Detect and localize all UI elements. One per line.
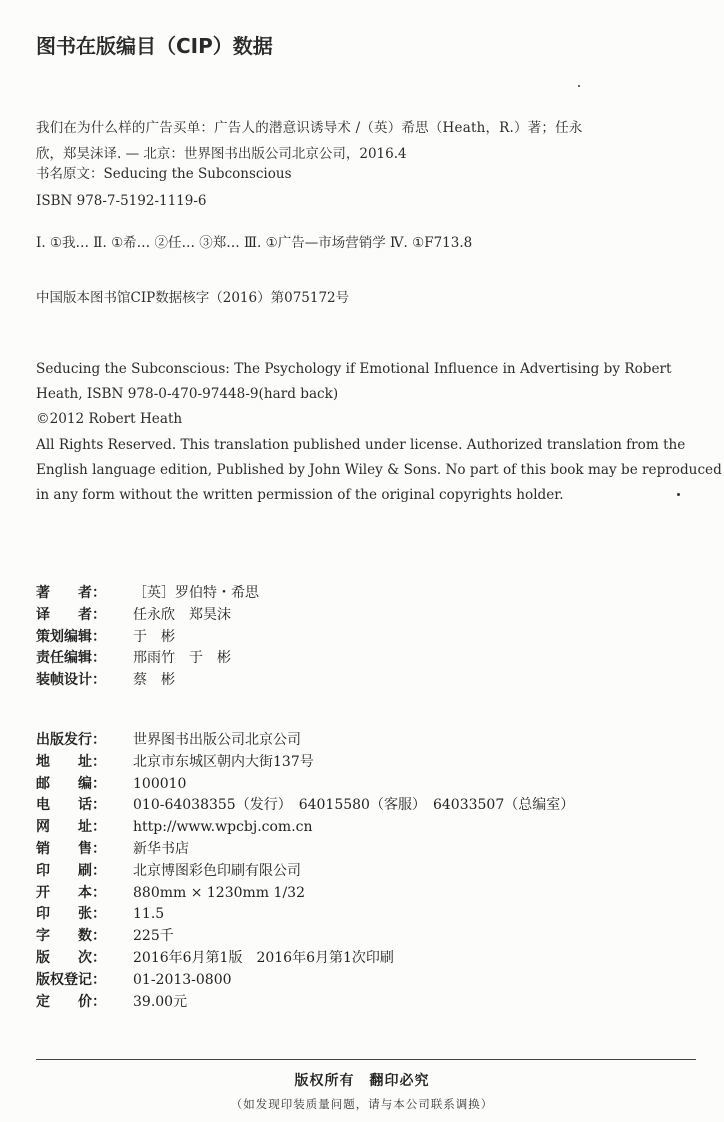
pub-row (36, 948, 574, 970)
pub-row (36, 904, 574, 926)
pub-label: 出版发行： (36, 732, 106, 748)
pub-label: 印 刷： (36, 862, 106, 879)
pub-label: 网 址： (36, 819, 106, 836)
pub-label: 版 次： (36, 949, 106, 966)
cip-publisher-line: 欣，郑昊沫译. — 北京：世界图书出版公司北京公司，2016.4 (36, 146, 407, 162)
pub-label: 字 数： (36, 928, 106, 945)
pub-value: 北京博图彩色印刷有限公司 (133, 862, 301, 879)
pub-value: 010-64038355（发行） 64015580（客服） 64033507（总编室） (133, 797, 575, 814)
pub-row (36, 774, 574, 796)
swap-notice: （如发现印装质量问题，请与本公司联系调换） (230, 1097, 494, 1111)
publication-block (36, 730, 574, 1013)
credit-value: 邢雨竹 于 彬 (133, 650, 231, 667)
credits-block (36, 583, 259, 692)
pub-row (36, 926, 574, 948)
pub-value: 39.00元 (133, 993, 188, 1010)
speck-mark (677, 493, 680, 496)
english-notice-line-5: English language edition, Published by John Wiley & Sons. No part of this book may be reproduced (36, 462, 722, 478)
credit-label: 译 者： (36, 606, 106, 623)
credit-label: 策划编辑： (36, 628, 106, 645)
credit-label: 责任编辑： (36, 650, 106, 667)
pub-label: 邮 编： (36, 775, 106, 792)
pub-label: 电 话： (36, 797, 106, 814)
credit-label: 著 者： (36, 585, 106, 601)
credit-value: 任永欣 郑昊沫 (133, 606, 231, 623)
pub-row (36, 883, 574, 905)
divider (36, 1059, 696, 1060)
pub-value: 100010 (133, 775, 187, 792)
pub-label: 定 价： (36, 993, 106, 1010)
credit-row (36, 670, 259, 692)
pub-value: http://www.wpcbj.com.cn (133, 819, 313, 836)
credit-row (36, 627, 259, 649)
rights-reserved: 版权所有 翻印必究 (294, 1073, 430, 1089)
classification: Ⅰ. ①我… Ⅱ. ①希… ②任… ③郑… Ⅲ. ①广告—市场营销学 Ⅳ. ①F713.8 (36, 235, 473, 251)
pub-value: 新华书店 (133, 840, 189, 857)
pub-row (36, 817, 574, 839)
pub-label: 印 张： (36, 906, 106, 923)
english-notice-line-6: in any form without the written permission of the original copyrights holder. (36, 487, 564, 503)
credit-value: 于 彬 (133, 628, 175, 645)
pub-row (36, 839, 574, 861)
english-notice-line-2: Heath, ISBN 978-0-470-97448-9(hard back) (36, 386, 339, 402)
nlc-number: 中国版本图书馆CIP数据核字（2016）第075172号 (36, 290, 350, 306)
pub-row (36, 730, 574, 752)
english-notice-line-4: All Rights Reserved. This translation published under license. Authorized translation from the (36, 437, 686, 453)
speck-mark (578, 85, 580, 87)
pub-value: 11.5 (133, 906, 165, 923)
cip-title-line: 我们在为什么样的广告买单：广告人的潜意识诱导术 /（英）希思（Heath，R.）著；任永 (36, 120, 583, 136)
pub-row (36, 752, 574, 774)
pub-value: 2016年6月第1版 2016年6月第1次印刷 (133, 949, 394, 966)
pub-row (36, 861, 574, 883)
pub-value: 世界图书出版公司北京公司 (133, 732, 301, 748)
pub-value: 01-2013-0800 (133, 971, 232, 988)
credit-row (36, 648, 259, 670)
english-notice-line-1: Seducing the Subconscious: The Psychology if Emotional Influence in Advertising by Robert (36, 361, 672, 377)
english-copyright: ©2012 Robert Heath (36, 411, 183, 427)
pub-row (36, 970, 574, 992)
pub-label: 销 售： (36, 840, 106, 857)
pub-label: 版权登记： (36, 971, 106, 988)
credit-value: ［英］罗伯特・希思 (133, 585, 259, 601)
pub-row (36, 795, 574, 817)
pub-value: 225千 (133, 928, 174, 945)
pub-value: 880mm × 1230mm 1/32 (133, 884, 305, 901)
credit-value: 蔡 彬 (133, 672, 175, 689)
pub-value: 北京市东城区朝内大街137号 (133, 753, 314, 770)
page-title: 图书在版编目（CIP）数据 (36, 34, 273, 58)
cip-original-title: 书名原文：Seducing the Subconscious (36, 166, 292, 182)
pub-label: 开 本： (36, 884, 106, 901)
pub-label: 地 址： (36, 753, 106, 770)
cip-isbn: ISBN 978-7-5192-1119-6 (36, 193, 207, 209)
credit-row (36, 583, 259, 605)
pub-row (36, 992, 574, 1014)
credit-label: 装帧设计： (36, 672, 106, 689)
credit-row (36, 605, 259, 627)
